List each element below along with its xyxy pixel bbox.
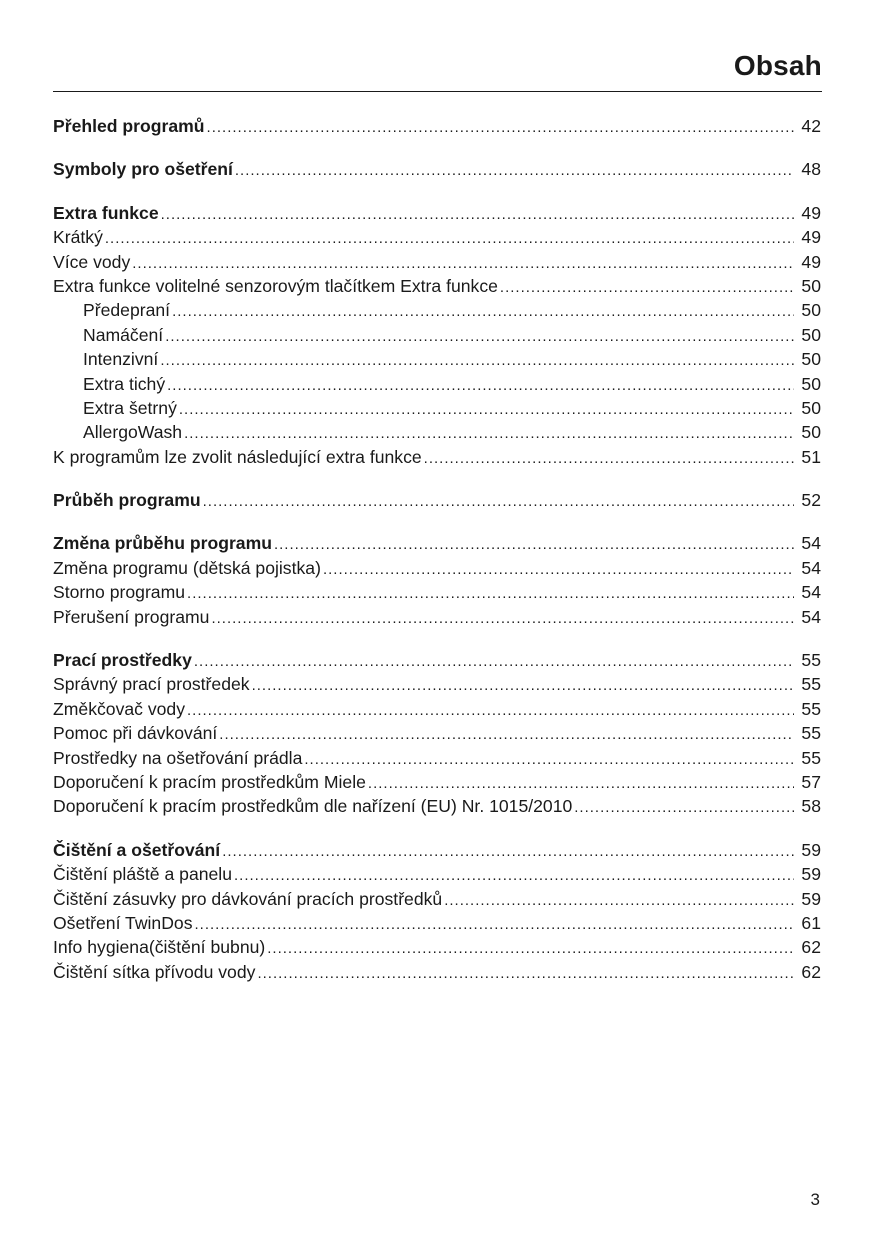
toc-entry[interactable] bbox=[53, 770, 821, 794]
toc-entry[interactable] bbox=[53, 605, 821, 629]
toc-entry-page: 50 bbox=[801, 397, 821, 418]
toc-entry-label: Správný prací prostředek bbox=[53, 674, 250, 695]
toc-entry[interactable] bbox=[53, 556, 821, 580]
dot-leader bbox=[187, 699, 794, 723]
toc-entry-page: 50 bbox=[801, 349, 821, 370]
dot-leader bbox=[203, 490, 794, 514]
toc-entry-page: 57 bbox=[801, 771, 821, 792]
toc-entry[interactable] bbox=[53, 396, 821, 420]
toc-entry-label: Více vody bbox=[53, 251, 131, 272]
dot-leader bbox=[267, 937, 794, 961]
toc-entry-label: Extra šetrný bbox=[83, 397, 177, 418]
toc-entry-label: Prací prostředky bbox=[53, 650, 192, 671]
toc-entry-page: 50 bbox=[801, 275, 821, 296]
dot-leader bbox=[194, 650, 794, 674]
toc-entry-page: 49 bbox=[801, 202, 821, 223]
toc-section bbox=[53, 838, 821, 984]
dot-leader bbox=[304, 748, 794, 772]
toc-entry[interactable] bbox=[53, 225, 821, 249]
dot-leader bbox=[274, 533, 794, 557]
toc-entry-page: 55 bbox=[801, 674, 821, 695]
toc-entry[interactable] bbox=[53, 420, 821, 444]
dot-leader bbox=[167, 374, 794, 398]
toc-entry-label: Doporučení k pracím prostředkům Miele bbox=[53, 771, 366, 792]
toc-entry[interactable] bbox=[53, 721, 821, 745]
toc-entry-page: 62 bbox=[801, 937, 821, 958]
toc-entry-page: 50 bbox=[801, 422, 821, 443]
toc-entry-page: 61 bbox=[801, 912, 821, 933]
toc-entry[interactable] bbox=[53, 746, 821, 770]
toc-entry[interactable] bbox=[53, 250, 821, 274]
toc-entry-label: Extra funkce volitelné senzorovým tlačítkem Extra funkce bbox=[53, 275, 498, 296]
toc-section bbox=[53, 201, 821, 469]
toc-entry-page: 42 bbox=[801, 116, 821, 136]
toc-entry-label: Extra tichý bbox=[83, 373, 166, 394]
toc-entry-label: Předepraní bbox=[83, 300, 171, 321]
toc-entry-page: 55 bbox=[801, 747, 821, 768]
toc-entry-label: Extra funkce bbox=[53, 202, 159, 223]
toc-section bbox=[53, 488, 821, 512]
toc-entry-label: Ošetření TwinDos bbox=[53, 912, 193, 933]
dot-leader bbox=[574, 796, 794, 820]
toc-entry[interactable] bbox=[53, 794, 821, 818]
dot-leader bbox=[323, 558, 794, 582]
dot-leader bbox=[179, 398, 794, 422]
toc-entry-label: Pomoc při dávkování bbox=[53, 723, 218, 744]
toc-entry-label: Průběh programu bbox=[53, 490, 201, 511]
dot-leader bbox=[161, 203, 794, 227]
dot-leader bbox=[500, 276, 794, 300]
toc-entry-page: 54 bbox=[801, 557, 821, 578]
toc-heading-entry[interactable] bbox=[53, 488, 821, 512]
dot-leader bbox=[165, 325, 794, 349]
toc-entry-label: Změkčovač vody bbox=[53, 698, 185, 719]
dot-leader bbox=[195, 913, 794, 937]
dot-leader bbox=[172, 300, 794, 324]
toc-entry-label: Čištění pláště a panelu bbox=[53, 864, 232, 885]
dot-leader bbox=[160, 349, 794, 373]
toc-entry[interactable] bbox=[53, 347, 821, 371]
toc-entry[interactable] bbox=[53, 445, 821, 469]
toc-entry[interactable] bbox=[53, 580, 821, 604]
toc-entry-page: 54 bbox=[801, 582, 821, 603]
toc-entry-page: 55 bbox=[801, 698, 821, 719]
toc-entry-label: Čištění zásuvky pro dávkování pracích prostředků bbox=[53, 888, 443, 909]
page-number: 3 bbox=[810, 1190, 820, 1209]
toc-entry-page: 55 bbox=[801, 723, 821, 744]
dot-leader bbox=[211, 607, 794, 631]
toc-entry-label: Info hygiena(čištění bubnu) bbox=[53, 937, 266, 958]
dot-leader bbox=[234, 864, 794, 888]
dot-leader bbox=[368, 772, 794, 796]
toc-entry[interactable] bbox=[53, 887, 821, 911]
toc-heading-entry[interactable] bbox=[53, 838, 821, 862]
toc-entry[interactable] bbox=[53, 274, 821, 298]
toc-entry-page: 50 bbox=[801, 324, 821, 345]
toc-heading-entry[interactable] bbox=[53, 114, 821, 138]
toc-entry-label: Symboly pro ošetření bbox=[53, 159, 233, 180]
title-divider bbox=[53, 91, 822, 92]
toc-entry-page: 55 bbox=[801, 650, 821, 671]
toc-entry-label: Krátký bbox=[53, 227, 103, 248]
dot-leader bbox=[105, 227, 794, 251]
toc-entry-label: Přehled programů bbox=[53, 116, 205, 136]
toc-heading-entry[interactable] bbox=[53, 648, 821, 672]
toc-entry-page: 54 bbox=[801, 606, 821, 627]
toc-entry-page: 49 bbox=[801, 251, 821, 272]
toc-entry[interactable] bbox=[53, 298, 821, 322]
page-title: Obsah bbox=[733, 50, 822, 81]
dot-leader bbox=[184, 422, 794, 446]
toc-entry-page: 52 bbox=[801, 490, 821, 511]
table-of-contents bbox=[53, 114, 821, 1003]
toc-entry-page: 54 bbox=[801, 533, 821, 554]
toc-entry[interactable] bbox=[53, 935, 821, 959]
dot-leader bbox=[257, 962, 794, 986]
dot-leader bbox=[219, 723, 794, 747]
toc-entry[interactable] bbox=[53, 323, 821, 347]
toc-entry[interactable] bbox=[53, 372, 821, 396]
toc-section bbox=[53, 531, 821, 629]
toc-entry[interactable] bbox=[53, 697, 821, 721]
toc-entry-page: 62 bbox=[801, 961, 821, 982]
toc-entry[interactable] bbox=[53, 960, 821, 984]
toc-entry-label: Čištění a ošetřování bbox=[53, 839, 221, 860]
toc-entry-page: 50 bbox=[801, 373, 821, 394]
toc-entry-label: Změna programu (dětská pojistka) bbox=[53, 557, 321, 578]
dot-leader bbox=[235, 159, 794, 183]
toc-entry-label: Změna průběhu programu bbox=[53, 533, 272, 554]
toc-entry-label: K programům lze zvolit následující extra funkce bbox=[53, 446, 422, 467]
dot-leader bbox=[252, 674, 794, 698]
toc-entry-page: 50 bbox=[801, 300, 821, 321]
dot-leader bbox=[222, 840, 794, 864]
toc-entry-label: Prostředky na ošetřování prádla bbox=[53, 747, 303, 768]
dot-leader bbox=[444, 889, 794, 913]
toc-entry-page: 49 bbox=[801, 227, 821, 248]
dot-leader bbox=[187, 582, 794, 606]
toc-entry[interactable] bbox=[53, 911, 821, 935]
toc-entry-label: AllergoWash bbox=[83, 422, 183, 443]
toc-heading-entry[interactable] bbox=[53, 157, 821, 181]
dot-leader bbox=[424, 447, 794, 471]
dot-leader bbox=[132, 252, 794, 276]
toc-entry-page: 59 bbox=[801, 864, 821, 885]
toc-entry[interactable] bbox=[53, 862, 821, 886]
toc-entry[interactable] bbox=[53, 672, 821, 696]
toc-entry-label: Doporučení k pracím prostředkům dle nařízení (EU) Nr. 1015/2010 bbox=[53, 796, 573, 817]
toc-entry-label: Intenzivní bbox=[83, 349, 159, 370]
toc-entry-label: Přerušení programu bbox=[53, 606, 210, 627]
toc-entry-page: 58 bbox=[801, 796, 821, 817]
toc-entry-label: Storno programu bbox=[53, 582, 186, 603]
toc-entry-page: 59 bbox=[801, 839, 821, 860]
toc-entry-page: 48 bbox=[801, 159, 821, 180]
toc-entry-page: 51 bbox=[801, 446, 821, 467]
toc-entry-page: 59 bbox=[801, 888, 821, 909]
dot-leader bbox=[207, 116, 794, 140]
toc-heading-entry[interactable] bbox=[53, 201, 821, 225]
toc-section bbox=[53, 157, 821, 181]
toc-entry-label: Namáčení bbox=[83, 324, 164, 345]
toc-entry-label: Čištění sítka přívodu vody bbox=[53, 961, 256, 982]
toc-section bbox=[53, 114, 821, 138]
toc-section bbox=[53, 648, 821, 819]
toc-heading-entry[interactable] bbox=[53, 531, 821, 555]
